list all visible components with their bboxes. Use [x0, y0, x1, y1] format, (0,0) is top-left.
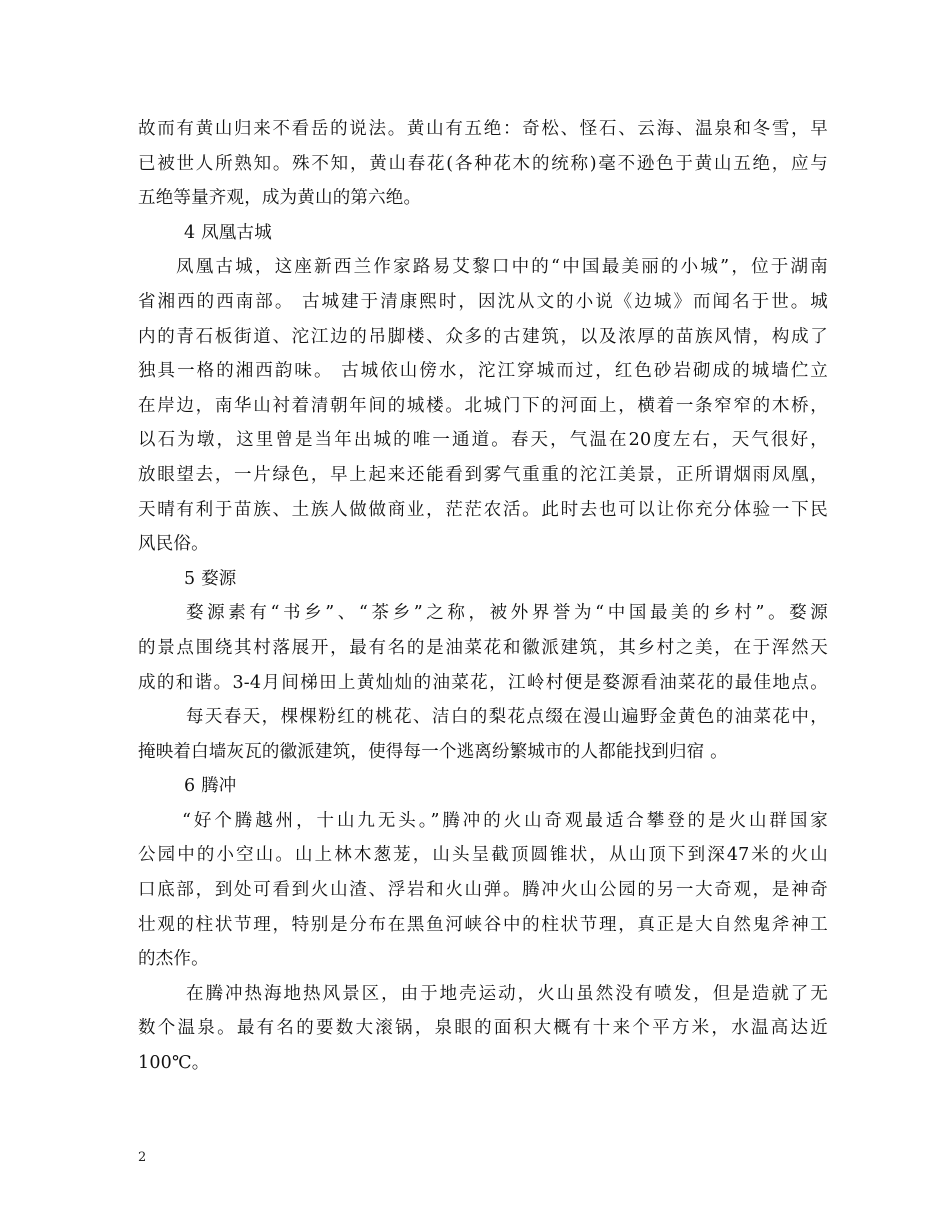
text-line: 凤凰古城，这座新西兰作家路易艾黎口中的“中国最美丽的小城”，位于湖南 [176, 257, 828, 278]
text-line: 省湘西的西南部。 古城建于清康熙时，因沈从文的小说《边城》而闻名于世。城 [138, 291, 828, 312]
section-heading-tengchong: 6 腾冲 [184, 776, 237, 797]
text-line: 的杰作。 [138, 949, 209, 970]
text-line: 在腾冲热海地热风景区，由于地壳运动，火山虽然没有喷发，但是造就了无 [186, 983, 828, 1004]
text-line: 壮观的柱状节理，特别是分布在黑鱼河峡谷中的柱状节理，真正是大自然鬼斧神工 [138, 914, 828, 935]
text-line: 100℃。 [138, 1053, 210, 1074]
section-heading-wuyuan: 5 婺源 [184, 568, 237, 589]
text-line: 成的和谐。3-4月间梯田上黄灿灿的油菜花，江岭村便是婺源看油菜花的最佳地点。 [138, 672, 828, 693]
text-line: 在岸边，南华山衬着清朝年间的城楼。北城门下的河面上，横着一条窄窄的木桥， [138, 395, 828, 416]
text-line: 故而有黄山归来不看岳的说法。黄山有五绝：奇松、怪石、云海、温泉和冬雪，早 [138, 119, 828, 139]
text-line: 放眼望去，一片绿色，早上起来还能看到雾气重重的沱江美景，正所谓烟雨凤凰， [138, 464, 828, 485]
text-line: 内的青石板街道、沱江边的吊脚楼、众多的古建筑，以及浓厚的苗族风情，构成了 [138, 326, 828, 347]
text-line: 的景点围绕其村落展开，最有名的是油菜花和徽派建筑，其乡村之美，在于浑然天 [138, 637, 828, 658]
text-line: 口底部，到处可看到火山渣、浮岩和火山弹。腾冲火山公园的另一大奇观，是神奇 [138, 880, 828, 901]
text-line: 数个温泉。最有名的要数大滚锅，泉眼的面积大概有十来个平方米，水温高达近 [138, 1018, 828, 1039]
text-line: 独具一格的湘西韵味。 古城依山傍水，沱江穿城而过，红色砂岩砌成的城墙伫立 [138, 361, 828, 382]
page-number: 2 [138, 1150, 147, 1165]
text-line: 以石为墩，这里曾是当年出城的唯一通道。春天，气温在20度左右，天气很好， [138, 430, 828, 451]
text-line: “好个腾越州，十山九无头。”腾冲的火山奇观最适合攀登的是火山群国家 [182, 810, 828, 831]
text-line: 每天春天，棵棵粉红的桃花、洁白的梨花点缀在漫山遍野金黄色的油菜花中， [186, 707, 828, 728]
text-line: 掩映着白墙灰瓦的徽派建筑，使得每一个逃离纷繁城市的人都能找到归宿 。 [138, 741, 728, 762]
text-line: 风民俗。 [138, 534, 209, 555]
section-heading-fenghuang: 4 凤凰古城 [184, 222, 272, 243]
text-line: 公园中的小空山。山上林木葱茏，山头呈截顶圆锥状，从山顶下到深47米的火山 [138, 845, 828, 866]
text-line: 婺源素有“书乡”、“茶乡”之称，被外界誉为“中国最美的乡村”。婺源 [186, 603, 828, 624]
text-line: 天晴有利于苗族、土族人做做商业，茫茫农活。此时去也可以让你充分体验一下民 [138, 499, 828, 520]
text-line: 五绝等量齐观，成为黄山的第六绝。 [138, 188, 422, 209]
text-line: 已被世人所熟知。殊不知，黄山春花(各种花木的统称)毫不逊色于黄山五绝，应与 [138, 153, 828, 174]
body-text [138, 112, 828, 1081]
